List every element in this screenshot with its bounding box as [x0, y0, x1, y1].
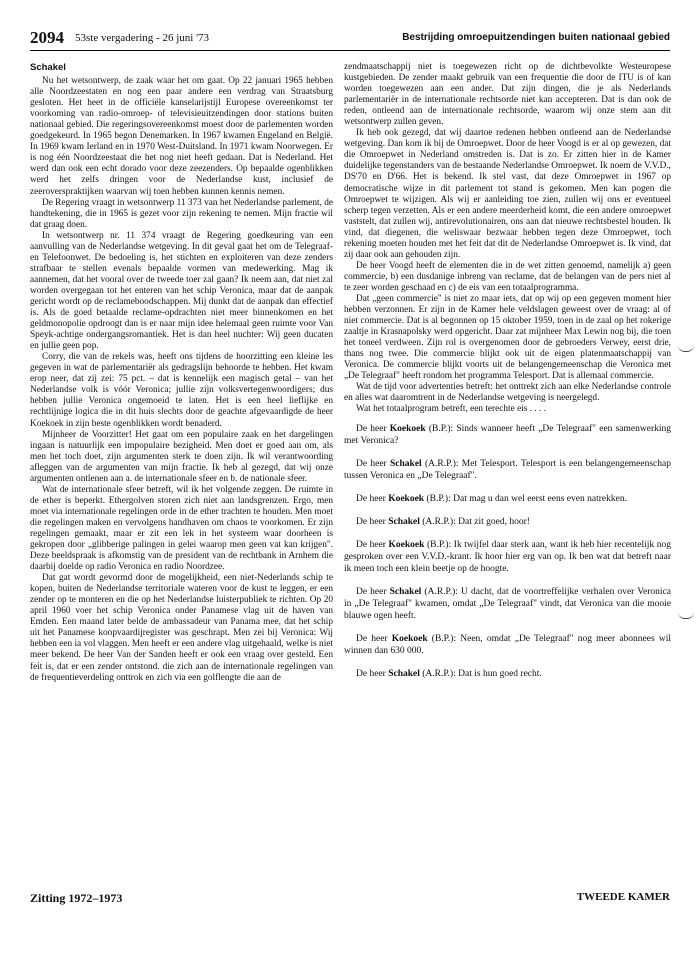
paragraph: Mijnheer de Voorzitter! Het gaat om een populaire zaak en het dargelingen ingaan is natuurlijk een impopulaire bezigheid. Men doet er goed aan om, als men het toch doet, zijn argumenten sterk te doen zijn. Ik wil verantwoording afleggen van de argumenten van mijn fractie. Ik heb al gezegd, dat wij onze argumenten ontlenen aan a. de internationale sfeer en b. de nationale sfeer. — [30, 429, 333, 484]
utterance: (A.R.P.): U dacht, dat de voortreffelijke verhalen over Veronica in „De Telegraaf" kwamen, omdat „De Telegraaf" vindt, dat Veronica van die mooie blauwe ogen heeft. — [344, 586, 671, 621]
dialogue-line — [344, 423, 671, 447]
utterance: (B.P.): Dat mag u dan wel eerst eens even natrekken. — [424, 493, 627, 504]
prefix: De heer — [356, 633, 392, 644]
paragraph: Dat „geen commercie" is niet zo maar iets, dat op wij op een gegeven moment hier hebben verzonnen. Er zijn in de Kamer hele veldslagen geweest over de vraag: al of niet commercie. Dat is al begonnen op 15 oktober 1959, toen in de zaal op het rokerige zaaltje in Krasnapolsky werd opgericht. Daar zat mijnheer Max Lewin nog bij, die toen het toneel verdween. Zijn rol is overgenomen door de gebroeders Verwey, eerst drie, thans nog twee. Die commercie blijkt ook uit de eigen platenmaatschappij van Veronica. De commercie blijkt voorts uit de belangengemeenschap die Veronica met „De Telegraaf" heeft rondom het programma Telesport. Dat is allemaal commercie. — [344, 293, 671, 382]
right-column — [344, 62, 671, 691]
dialogue-line — [344, 668, 671, 680]
paragraph: In wetsontwerp nr. 11 374 vraagt de Regering goedkeuring van een aanvulling van de Nederlandse wetgeving. In dit geval gaat het om de Telegraaf- en Telefoonwet. De bedoeling is, het stichten en exploiteren van deze zenders strafbaar te stellen evenals bepaalde vormen van medewerking. Mag ik aannemen, dat het vooral over de tweede toer zal gaan? Ik neem aan, dat niet zal worden overgegaan tot het enteren van het schip Veronica, maar dat de aanpak gericht wordt op de reclameboodschappen. Mij dunkt dat de aanpak dan effectief is. Als de goed betaalde reclame-opdrachten niet meer binnenkomen en het geldmonopolie opdroogt dan is er naar mijn idee helemaal geen ruimte voor Van Speyk-achtige ondergangsromantiek. Het is dan heel nuchter: Wij geen ducaten en jullie geen pop. — [30, 230, 333, 352]
utterance: (A.R.P.): Met Telesport. Telesport is een belangengemeenschap tussen Veronica en „De Telegraaf". — [344, 458, 671, 481]
session-footer: Zitting 1972–1973 — [30, 891, 123, 905]
paragraph: Wat de tijd voor advertenties betreft: het onttrekt zich aan elke Nederlandse controle en alles wat daaromtrent in de Nederlandse wetgeving is neergelegd. — [344, 382, 671, 404]
prefix: De heer — [356, 516, 389, 527]
dialogue-line — [344, 633, 671, 657]
left-column — [30, 62, 333, 684]
paragraph: De heer Voogd heeft de elementen die in de wet zitten genoemd, namelijk a) geen commercie, b) een dusdanige inbreng van reclame, dat de belangen van de pers niet al te zeer worden geschaad en c) de eis van een totaalprogramma. — [344, 260, 671, 293]
utterance: (A.R.P.): Dat is hun goed recht. — [419, 668, 542, 679]
paragraph: De Regering vraagt in wetsontwerp 11 373 van het Nederlandse parlement, de handtekening, die in 1965 is gezet voor zijn rekening te nemen. Mijn fractie wil dat graag doen. — [30, 197, 333, 230]
speaker-name: Schakel — [388, 668, 420, 679]
speaker-name: Koekoek — [391, 633, 428, 644]
utterance: (B.P.): Ik twijfel daar sterk aan, want ik heb hier recentelijk nog gesproken over een V.V.D.-krant. Ik hoor hier erg van op. Ik ben wat dat betreft naar ik meen toch een klein beetje op de hoogte. — [344, 539, 671, 574]
paragraph: Dat gat wordt gevormd door de mogelijkheid, een niet-Nederlands schip te kopen, buiten de Nederlandse territoriale wateren voor de kust te leggen, er een zender op te monteren en die op het Nederlandse luisterpubliek te richten. Op 20 april 1960 voer het schip Veronica onder Panamese vlag uit de haven van Emden. Een maand later belde de ambassadeur van Panama mee, dat het schip uit het Panamese koopvaardijregister was geschrapt. Men zei bij Veronica: Wij hebben een ia vol vlaggen. Men heeft er een andere vlag uitgehaald, welke is niet meer bekend. De heer Van der Sanden heeft er ook een vraag over gesteld. Een feit is, dat er een zender ontstond. die zich aan de internationale regelingen van de frequentieverdeling onttrok en zich via een golflengte die aan de — [30, 573, 333, 683]
prefix: De heer — [356, 539, 389, 550]
prefix: De heer — [356, 458, 391, 469]
speaker-heading: Schakel — [30, 62, 66, 73]
paragraph: Wat de internationale sfeer betreft, wil ik het volgende zeggen. De ruimte in de ether is beperkt. Ethergolven storen zich niet aan landsgrenzen. Ergo, men moet via internationale regelingen orde in de ether trachten te houden. Men moet die regelingen maken en vervolgens handhaven om chaos te voorkomen. Er zijn regelingen gemaakt, maar er zit een lek in het systeem waar doorheen is gekropen door „glibberige palingen in gelei waarop men geen vat kan krijgen". Deze beeldspraak is afkomstig van de president van de rechtbank in Arnhem die daarbij doelde op radio Veronica en radio Noordzee. — [30, 484, 333, 573]
speaker-name: Schakel — [390, 458, 422, 469]
utterance: (B.P.): Neen, omdat „De Telegraaf" nog meer abonnees wil winnen dan 630 000. — [344, 633, 671, 656]
meeting-date: 53ste vergadering - 26 juni '73 — [75, 32, 210, 44]
page-number: 2094 — [30, 28, 64, 47]
speaker-name: Schakel — [388, 516, 420, 527]
speaker-name: Schakel — [389, 586, 422, 597]
dialogue — [344, 423, 671, 680]
paragraph: Nu het wetsontwerp, de zaak waar het om gaat. Op 22 januari 1965 hebben alle Noordzeestaten en nog een paar andere een verdrag van Straatsburg gesloten. Het heet in de officiële kanselarijstijl Europese overeenkomst ter voorkoming van radio-omroep- of televisieuitzendingen door stations buiten nationaal gebied. Die regeringsovereenkomst moest door de parlementen worden goedgekeurd. In 1965 begon Denemarken. In 1967 kwamen Engeland en België. In 1969 kwam Ierland en in 1970 West-Duitsland. In 1971 kwam Noorwegen. Er is nog één Noordzeestaat die het nog niet heeft gedaan. Dat is Nederland. Het werd dan ook een echt dorado voor deze zeezenders. Op bepaalde ogenblikken werd het zelfs dringen voor de Nederlandse kust, inclusief de zeeroverspraktijken waarvan wij toen hebben kunnen kennis nemen. — [30, 76, 333, 197]
prefix: De heer — [356, 493, 389, 504]
utterance: (A.R.P.): Dat zit goed, hoor! — [419, 516, 530, 527]
dialogue-line — [344, 458, 671, 482]
dialogue-line — [344, 586, 671, 622]
chamber-footer: TWEEDE KAMER — [576, 891, 670, 903]
prefix: De heer — [356, 668, 389, 679]
utterance: (B.P.): Sinds wanneer heeft „De Telegraaf" een samenwerking met Veronica? — [344, 423, 671, 446]
paragraph: Corry, die van de rekels was, heeft ons tijdens de hoorzitting een kleine les gegeven in wat de parlementariër als gedragslijn behoorde te hebben. Het kwam erop neer, dat zij zei: 75 pct. – dat is kennelijk een magisch getal – van het Nederlandse volk is vóór Veronica; jullie zijn volksvertegenwoordigers; dus hebben jullie Veronica ongemoeid te laten. Het is een heel lieflijke en rechtlijnige logica die in dit huis slechts door de geachte afgevaardigde de heer Koekoek in zijn beste ogenblikken wordt benaderd. — [30, 352, 333, 429]
margin-mark — [678, 612, 694, 619]
dialogue-line — [344, 539, 671, 575]
page-header — [30, 28, 670, 51]
paragraph: zendmaatschappij niet is toegewezen richt op de dichtbevolkte Westeuropese kustgebieden. De zender maakt gebruik van een frequentie die door de ITU is of kan worden toegewezen aan een ander. Dat zijn dingen, die je als Nederlands parlementariër in de internationale rechtsorde niet kan accepteren. Dat is dan ook de reden, ontleend aan de internationale rechtsorde, waarom wij onze stem aan dit wetsontwerp zullen geven. — [344, 62, 671, 128]
margin-mark — [678, 345, 694, 352]
paragraph: Ik heb ook gezegd, dat wij daartoe redenen hebben ontleend aan de Nederlandse wetgeving. Dan kom ik bij de Omroepwet. Door de heer Voogd is er al op gewezen, dat die Omroepwet in Nederland omstreden is. Dat is zo. Er zitten hier in de Kamer duidelijke tegenstanders van de bestaande Nederlandse Omroepwet. Ik noem de V.V.D., DS'70 en D'66. Het is bekend. Ik stel vast, dat deze Omroepwet in 1967 op democratische wijze in dit parlement tot stand is gekomen. Men kan pogen die Omroepwet te wijzigen. Als wij er aanleiding toe zien, zullen wij ons er eventueel scherp tegen verzetten. Als er een andere meerderheid komt, die een andere omroepwet vaststelt, dat zullen wij, antirevolutionairen, ons aan dat nieuwe rechtsbestel houden. Ik vind, dat diegenen, die weliswaar bezwaar hebben tegen deze Omroepwet, toch rekening moeten houden met het feit dat dit de Nederlandse Omroepwet is. Ik vind, dat zij daar ook aan gehouden zijn. — [344, 128, 671, 260]
dialogue-line — [344, 493, 671, 505]
speaker-name: Koekoek — [389, 423, 426, 434]
running-title: Bestrijding omroepuitzendingen buiten nationaal gebied — [402, 32, 670, 43]
speaker-name: Koekoek — [388, 493, 425, 504]
speaker-name: Koekoek — [388, 539, 425, 550]
prefix: De heer — [356, 586, 390, 597]
prefix: De heer — [356, 423, 390, 434]
paragraph: Wat het totaalprogram betreft, een terechte eis . . . . — [356, 404, 547, 415]
dialogue-line — [344, 516, 671, 528]
